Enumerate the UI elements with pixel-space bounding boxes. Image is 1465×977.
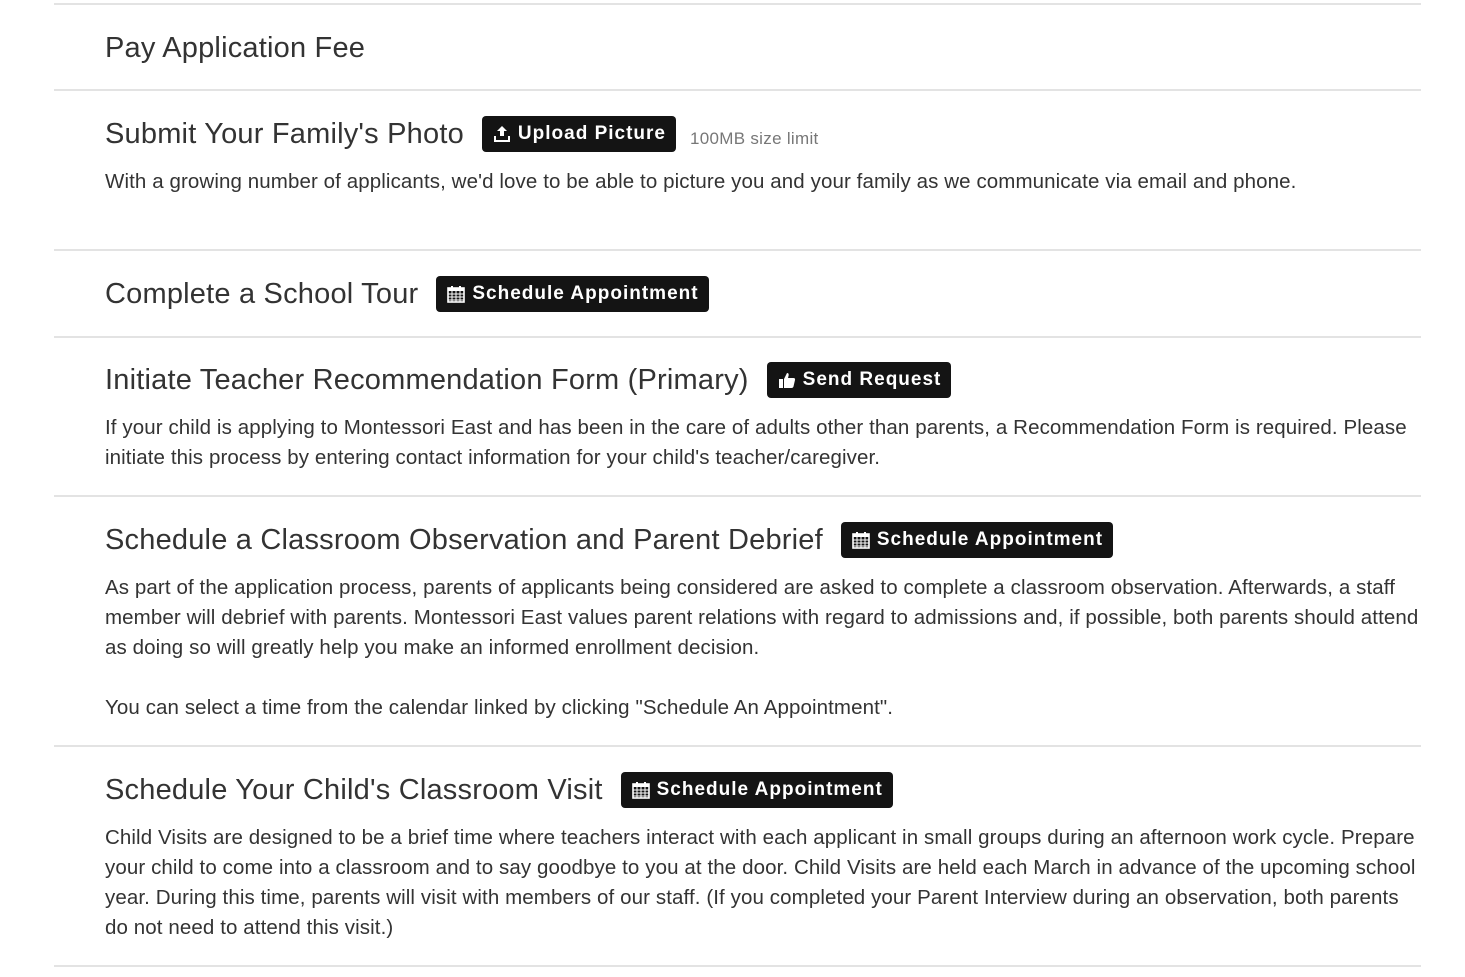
schedule-appointment-label: Schedule Appointment xyxy=(472,283,699,304)
step-title: Schedule a Classroom Observation and Parent Debrief xyxy=(105,523,823,556)
thumbs-up-icon xyxy=(777,370,797,390)
step-complete-school-tour xyxy=(105,275,709,313)
schedule-appointment-label: Schedule Appointment xyxy=(656,779,883,800)
schedule-observation-button[interactable] xyxy=(841,522,1113,558)
divider xyxy=(54,495,1421,497)
step-description: If your child is applying to Montessori East and has been in the care of adults other than parents, a Recommendation Form is required. Please initiate this process by entering contact information for your child's teacher/caregiver. xyxy=(105,416,1407,469)
send-request-button[interactable] xyxy=(767,362,952,398)
step-title: Schedule Your Child's Classroom Visit xyxy=(105,773,603,806)
step-description: With a growing number of applicants, we'd love to be able to picture you and your family as we communicate via email and phone. xyxy=(105,170,1297,193)
send-request-label: Send Request xyxy=(802,369,942,390)
step-description: Child Visits are designed to be a brief time where teachers interact with each applicant in small groups during an afternoon work cycle. Prepare your child to come into a classroom and to say goodbye to you at the door. Child Visits are held each March in advance of the upcoming school year. During this time, parents will visit with members of our staff. (If you completed your Parent Interview during an observation, both parents do not need to attend this visit.) xyxy=(105,826,1416,939)
divider xyxy=(54,89,1421,91)
step-pay-application-fee xyxy=(105,29,383,67)
schedule-tour-button[interactable] xyxy=(436,276,708,312)
divider xyxy=(54,336,1421,338)
calendar-icon xyxy=(631,780,651,800)
calendar-icon xyxy=(446,284,466,304)
step-classroom-observation xyxy=(105,521,1113,559)
schedule-appointment-label: Schedule Appointment xyxy=(876,529,1104,550)
upload-picture-label: Upload Picture xyxy=(517,123,666,144)
step-submit-family-photo xyxy=(105,115,819,153)
step-title: Initiate Teacher Recommendation Form (Primary) xyxy=(105,363,749,396)
step-title: Complete a School Tour xyxy=(105,277,419,310)
step-title[interactable]: Pay Application Fee xyxy=(105,31,366,64)
upload-picture-button[interactable] xyxy=(482,116,676,152)
divider xyxy=(54,3,1421,5)
step-teacher-recommendation xyxy=(105,361,951,399)
calendar-icon xyxy=(851,530,871,550)
divider xyxy=(54,249,1421,251)
step-description: As part of the application process, parents of applicants being considered are asked to complete a classroom observation. Afterwards, a staff member will debrief with parents. Montessori East values parent relations with regard to admissions and, if possible, both parents should attend as doing so will greatly help you make an informed enrollment decision. xyxy=(105,576,1419,659)
step-description-note: You can select a time from the calendar linked by clicking "Schedule An Appointment". xyxy=(105,696,894,719)
size-limit-hint: 100MB size limit xyxy=(690,129,819,148)
upload-icon xyxy=(492,124,512,144)
step-child-classroom-visit xyxy=(105,771,893,809)
schedule-visit-button[interactable] xyxy=(621,772,893,808)
step-title: Submit Your Family's Photo xyxy=(105,117,464,150)
divider xyxy=(54,745,1421,747)
divider xyxy=(54,965,1421,967)
